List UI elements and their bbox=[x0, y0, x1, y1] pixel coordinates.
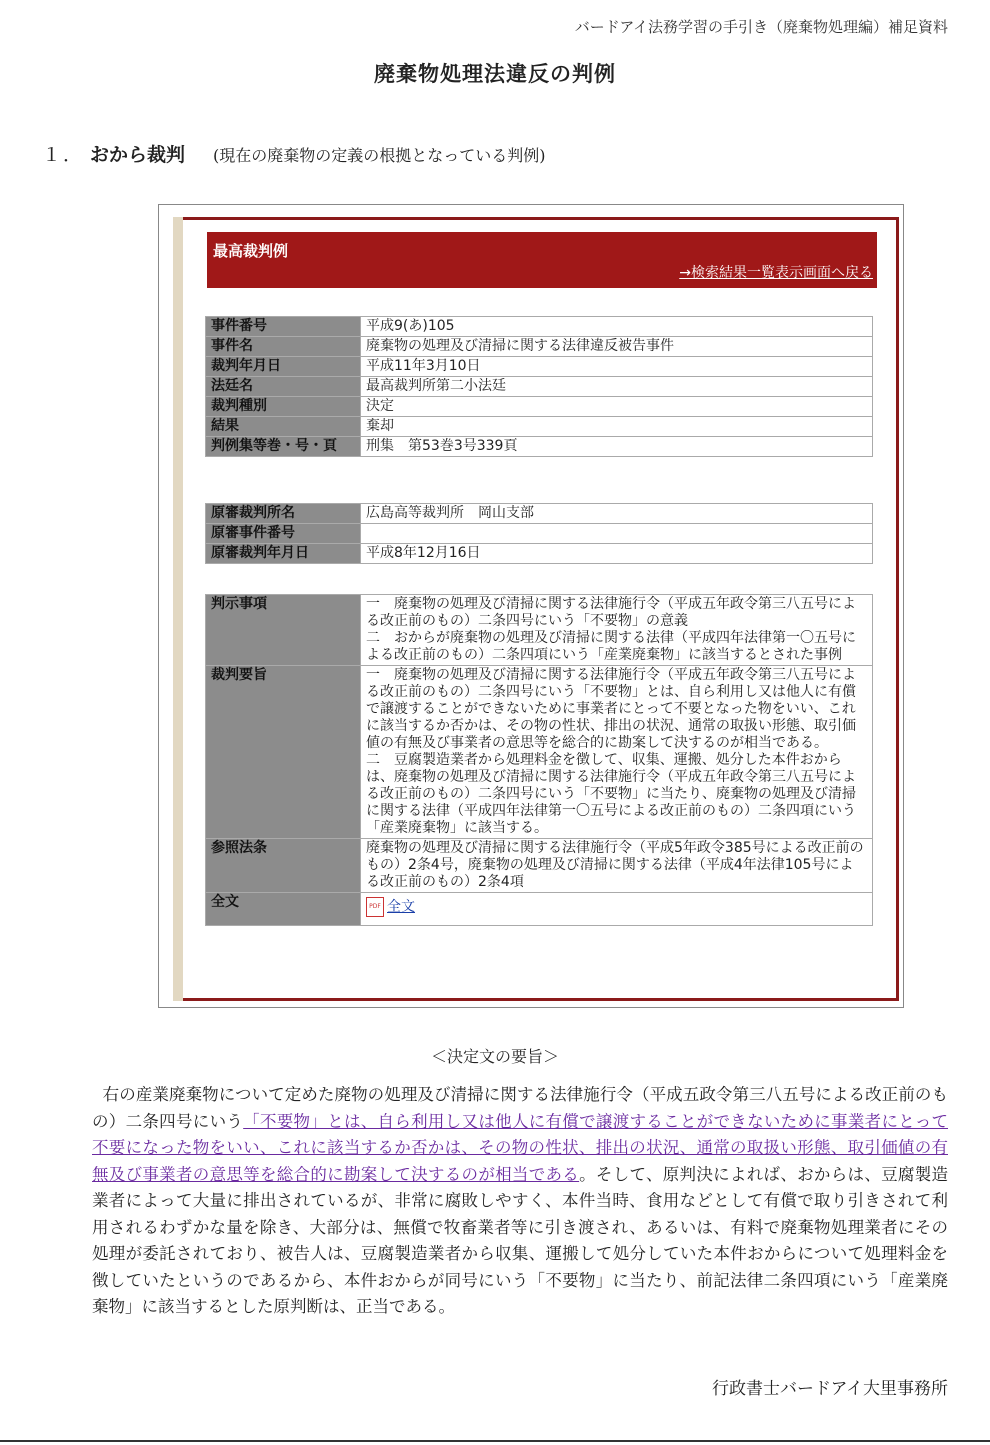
body-text-highlight: 「不要物」とは、自ら利用し又は他人に有償で譲渡することができないために事業者にとって不要になった物をいい、これに該当するか否かは、その物の性状、排出の状況、通常の取扱い形態、取引価値の有無及び事業者の意思等を総合的に勘案して決するのが相当である bbox=[92, 1111, 949, 1184]
row-value: 広島高等裁判所 岡山支部 bbox=[361, 504, 873, 524]
table-row bbox=[206, 397, 873, 417]
table-row bbox=[206, 524, 873, 544]
row-key: 原審事件番号 bbox=[206, 524, 361, 544]
back-to-results-link[interactable]: →検索結果一覧表示画面へ戻る bbox=[679, 265, 873, 281]
row-value: 刑集 第53巻3号339頁 bbox=[361, 437, 873, 457]
row-key: 事件番号 bbox=[206, 317, 361, 337]
row-value: 最高裁判所第二小法廷 bbox=[361, 377, 873, 397]
table-row bbox=[206, 893, 873, 926]
table-row bbox=[206, 377, 873, 397]
law-text: 廃棄物の処理及び清掃に関する法律施行令（平成5年政令385号による改正前のもの）2条4号，廃棄物の処理及び清掃に関する法律（平成4年法律105号による改正前のもの）2条4項 bbox=[361, 839, 873, 893]
row-key: 原審裁判年月日 bbox=[206, 544, 361, 564]
row-key: 法廷名 bbox=[206, 377, 361, 397]
court-record-screenshot bbox=[158, 204, 904, 1008]
screenshot-left-bar bbox=[173, 217, 183, 1001]
section-subtitle: (現在の廃棄物の定義の根拠となっている判例) bbox=[213, 146, 546, 165]
table-row bbox=[206, 337, 873, 357]
banner-title: 最高裁判例 bbox=[213, 242, 289, 260]
row-value bbox=[361, 524, 873, 544]
banner bbox=[207, 232, 877, 288]
table-row bbox=[206, 666, 873, 839]
table-row bbox=[206, 417, 873, 437]
table-row bbox=[206, 839, 873, 893]
row-value: 廃棄物の処理及び清掃に関する法律違反被告事件 bbox=[361, 337, 873, 357]
row-key: 判示事項 bbox=[206, 595, 361, 666]
row-key: 裁判年月日 bbox=[206, 357, 361, 377]
row-value: 平成8年12月16日 bbox=[361, 544, 873, 564]
row-value: 棄却 bbox=[361, 417, 873, 437]
table-row bbox=[206, 317, 873, 337]
page-title: 廃棄物処理法違反の判例 bbox=[374, 61, 616, 86]
row-value: 平成9(あ)105 bbox=[361, 317, 873, 337]
row-key: 原審裁判所名 bbox=[206, 504, 361, 524]
body-text-rest: 。そして、原判決によれば、おからは、豆腐製造業者によって大量に排出されているが、非常に腐敗しやすく、本件当時、食用などとして有償で取り引きされて利用されるわずかな量を除き、大部分は、無償で牧畜業者等に引き渡され、あるいは、有料で廃棄物処理業者にその処理が委託されており、被告人は、豆腐製造業者から収集、運搬して処分していた本件おからについて処理料金を徴していたというのであるから、本件おからが同号にいう「不要物」に当たり、前記法律二条四項にいう「産業廃棄物」に該当するとした原判断は、正当である。 bbox=[92, 1164, 949, 1316]
body-text-intro: 右の産業廃棄物について定めた廃物の処理及び清掃に関する法律施行令（平成五政令第三八五号による改正前のも の）二条四号にいう bbox=[92, 1085, 965, 1131]
row-key: 判例集等巻・号・頁 bbox=[206, 437, 361, 457]
row-key: 事件名 bbox=[206, 337, 361, 357]
summary-title: ＜決定文の要旨＞ bbox=[430, 1047, 559, 1066]
section-heading bbox=[42, 140, 546, 167]
row-key: 全文 bbox=[206, 893, 361, 926]
screenshot-frame bbox=[183, 217, 899, 1001]
holding-table bbox=[205, 594, 873, 926]
section-title: おから裁判 bbox=[90, 144, 186, 166]
table-row bbox=[206, 357, 873, 377]
table-row bbox=[206, 595, 873, 666]
full-text-link[interactable]: 全文 bbox=[387, 899, 415, 915]
holding-text: 一 廃棄物の処理及び清掃に関する法律施行令（平成五年政令第三八五号による改正前のもの）二条四号にいう「不要物」の意義 二 おからが廃棄物の処理及び清掃に関する法律（平成四年法律第一〇五号による改正前のもの）二条四項にいう「産業廃棄物」に該当するとされた事例 bbox=[361, 595, 873, 666]
row-value: 決定 bbox=[361, 397, 873, 417]
table-row bbox=[206, 437, 873, 457]
pdf-icon[interactable]: PDF bbox=[366, 897, 384, 917]
row-key: 裁判要旨 bbox=[206, 666, 361, 839]
case-info-table bbox=[205, 316, 873, 457]
header-note: バードアイ法務学習の手引き（廃棄物処理編）補足資料 bbox=[574, 18, 948, 36]
table-row bbox=[206, 544, 873, 564]
original-court-table bbox=[205, 503, 873, 564]
row-key: 裁判種別 bbox=[206, 397, 361, 417]
row-value: 平成11年3月10日 bbox=[361, 357, 873, 377]
row-key: 結果 bbox=[206, 417, 361, 437]
table-row bbox=[206, 504, 873, 524]
decision-summary-body bbox=[92, 1082, 965, 1321]
bottom-rule bbox=[0, 1440, 990, 1442]
row-key: 参照法条 bbox=[206, 839, 361, 893]
summary-text: 一 廃棄物の処理及び清掃に関する法律施行令（平成五年政令第三八五号による改正前のもの）二条四号にいう「不要物」とは、自ら利用し又は他人に有償で譲渡することができないために事業者にとって不要となった物をいい、これに該当するか否かは、その物の性状、排出の状況、通常の取扱い形態、取引価値の有無及び事業者の意思等を総合的に勘案して決するのが相当である。 二 豆腐製造業者から処理料金を徴して、収集、運搬、処分した本件おからは、廃棄物の処理及び清掃に関する法律施行令（平成五年政令第三八五号による改正前のもの）二条四号にいう「不要物」に当たり、廃棄物の処理及び清掃に関する法律（平成四年法律第一〇五号による改正前のもの）二条四項にいう「産業廃棄物」に該当する。 bbox=[361, 666, 873, 839]
section-number: １． bbox=[42, 144, 85, 166]
full-text-cell bbox=[361, 893, 873, 926]
footer-office-name: 行政書士バードアイ大里事務所 bbox=[712, 1379, 948, 1399]
